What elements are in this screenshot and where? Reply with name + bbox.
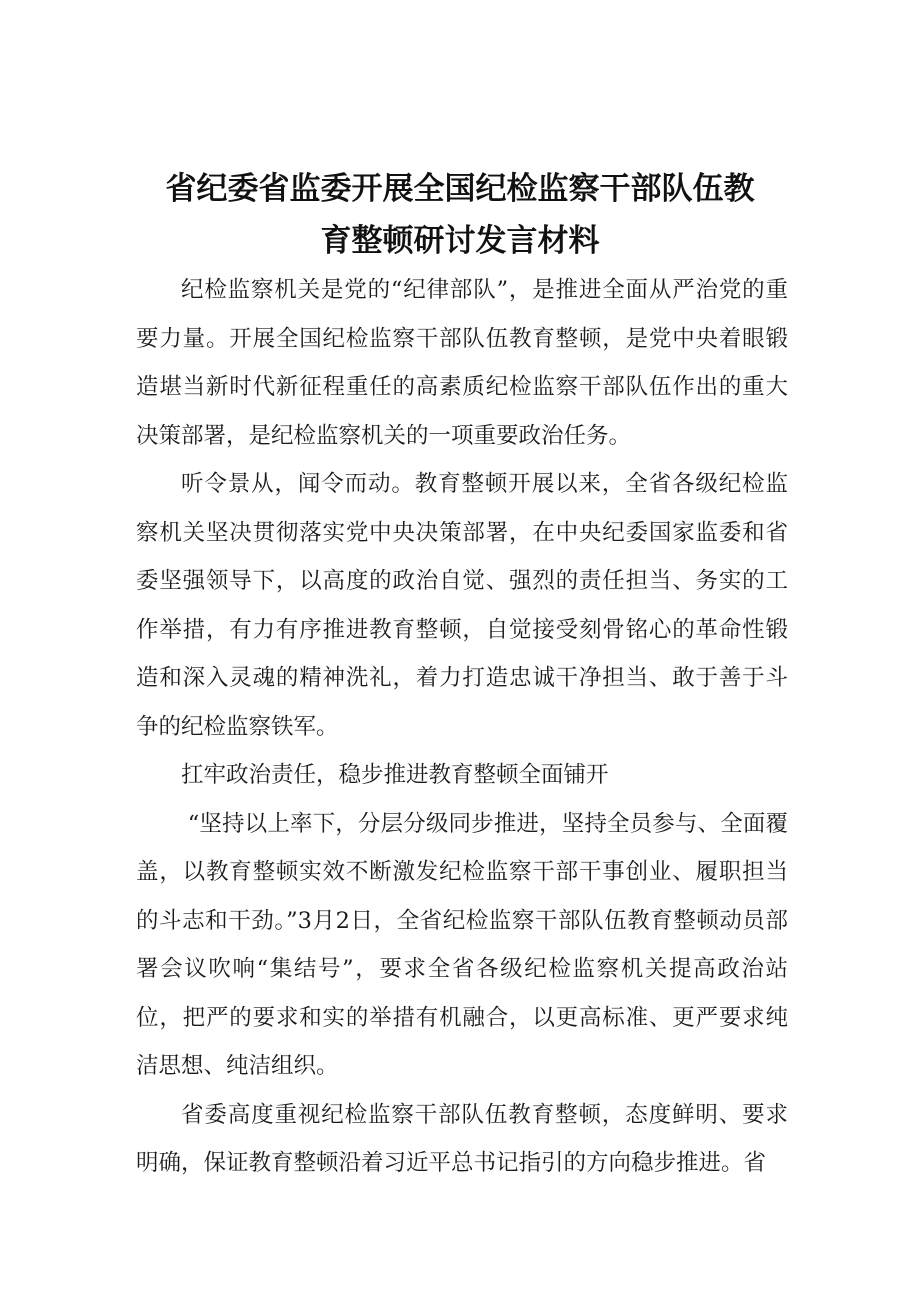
title-line-1: 省纪委省监委开展全国纪检监察干部队伍教 bbox=[165, 170, 755, 207]
paragraph-1: 纪检监察机关是党的“纪律部队”，是推进全面从严治党的重要力量。开展全国纪检监察干部队伍教育整顿，是党中央着眼锻造堪当新时代新征程重任的高素质纪检监察干部队伍作出的重大决策部署，是纪检监察机关的一项重要政治任务。 bbox=[136, 277, 788, 449]
paragraph-3: “坚持以上率下，分层分级同步推进，坚持全员参与、全面覆盖，以教育整顿实效不断激发纪检监察干部干事创业、履职担当的斗志和干劲。”3月2日，全省纪检监察干部队伍教育整顿动员部署会议吹响“集结号”，要求全省各级纪检监察机关提高政治站位，把严的要求和实的举措有机融合，以更高标准、更严要求纯洁思想、纯洁组织。 bbox=[136, 810, 788, 1079]
paragraph-4: 省委高度重视纪检监察干部队伍教育整顿，态度鲜明、要求明确，保证教育整顿沿着习近平总书记指引的方向稳步推进。省 bbox=[136, 1101, 788, 1176]
paragraph-2: 听令景从，闻令而动。教育整顿开展以来，全省各级纪检监察机关坚决贯彻落实党中央决策部署，在中央纪委国家监委和省委坚强领导下，以高度的政治自觉、强烈的责任担当、务实的工作举措，有力有序推进教育整顿，自觉接受刻骨铭心的革命性锻造和深入灵魂的精神洗礼，着力打造忠诚干净担当、敢于善于斗争的纪检监察铁军。 bbox=[136, 471, 788, 740]
document-body bbox=[136, 266, 788, 1188]
section-heading: 扛牢政治责任，稳步推进教育整顿全面铺开 bbox=[181, 762, 609, 788]
title-line-2: 育整顿研讨发言材料 bbox=[320, 222, 600, 259]
document-title bbox=[120, 163, 800, 267]
